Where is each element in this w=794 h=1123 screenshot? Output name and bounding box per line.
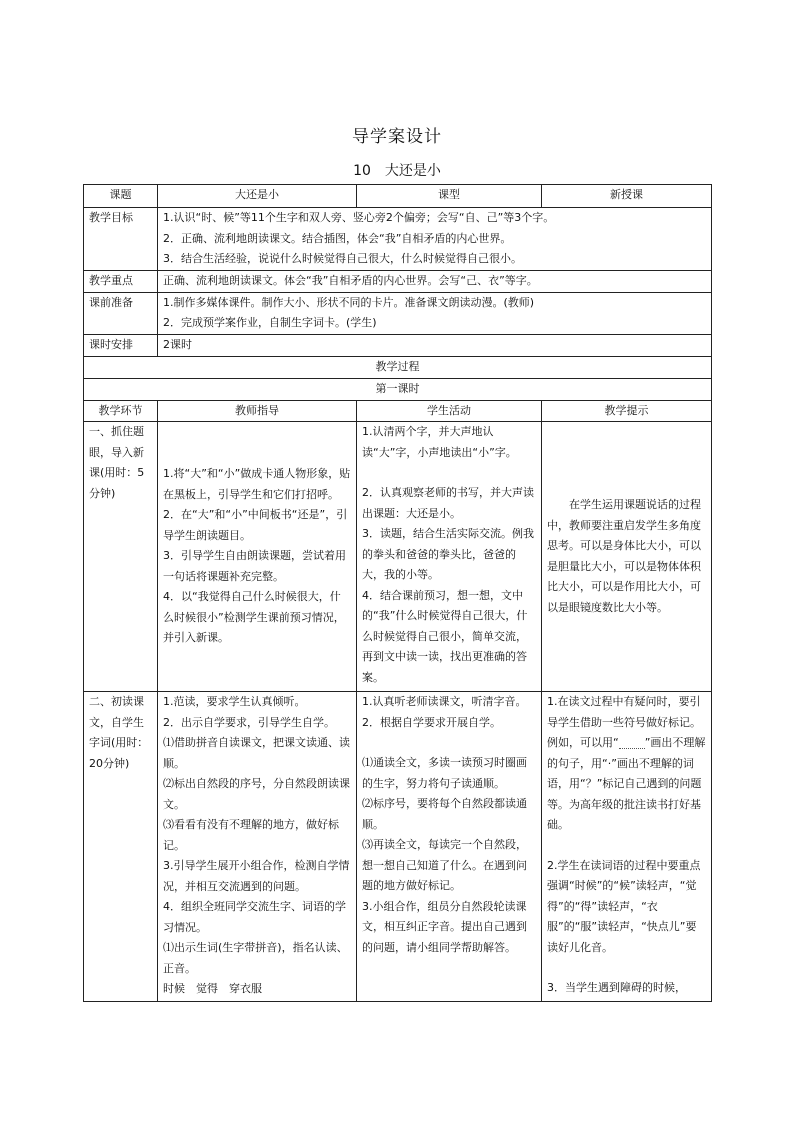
goal-item: 2．正确、流利地朗读课文。结合插图，体会“我”自相矛盾的内心世界。: [163, 231, 512, 245]
info-row-prep: [84, 292, 712, 334]
lesson-heading: [0, 160, 794, 180]
teacher-step: 2．在“大”和“小”中间板书“还是”，引导学生朗读题目。: [163, 508, 348, 542]
prep-cell: [158, 292, 712, 334]
info-row-keti: [84, 185, 712, 208]
prep-label: 课前准备: [84, 292, 158, 334]
stage-cell: 一、抓住题眼，导入新课(用时：5分钟): [84, 422, 158, 692]
student-step: 3.小组合作，组员分自然段轮读课文，相互纠正字音。提出自己遇到的问题，请小组同学帮助解答。: [362, 899, 527, 954]
doc-title: 导学案设计: [352, 127, 442, 147]
wavy-underline-icon: [619, 738, 645, 749]
teacher-step: 4．以“我觉得自己什么时候很大，什么时候很小”检测学生课前预习情况，并引入新课。: [163, 590, 345, 645]
col-student-header: 学生活动: [357, 400, 542, 422]
teacher-step: ⑴出示生词(生字带拼音)，指名认读、正音。: [163, 941, 348, 975]
prep-item: 2．完成预学案作业，自制生字词卡。(学生): [163, 316, 377, 329]
focus-label: 教学重点: [84, 270, 158, 292]
teacher-cell: [158, 692, 357, 1002]
lesson-number: 10: [353, 163, 371, 179]
schedule-label: 课时安排: [84, 334, 158, 356]
column-header-row: [84, 400, 712, 422]
stage-row-1: [84, 422, 712, 692]
goal-item: 3．结合生活经验，说说什么时候觉得自己很大，什么时候觉得自己很小。: [163, 252, 522, 265]
tip-text: [547, 692, 706, 836]
teacher-cell: [158, 422, 357, 692]
tips-cell: [542, 692, 712, 1002]
student-step: 2．根据自学要求开展自学。: [362, 715, 501, 729]
prep-item: 1.制作多媒体课件。制作大小、形状不同的卡片。准备课文朗读动漫。(教师): [163, 295, 535, 309]
col-teacher-header: 教师指导: [158, 400, 357, 422]
goals-cell: [158, 208, 712, 271]
kexing-value: 新授课: [542, 185, 712, 208]
student-step: ⑵标序号，要将每个自然段都读通顺。: [362, 797, 527, 831]
student-step: 4．结合课前预习，想一想，文中的“我”什么时候觉得自己很大，什么时候觉得自己很小，简单交流，再到文中读一读，找出更准确的答案。: [362, 588, 528, 684]
keti-label: 课题: [84, 185, 158, 208]
teacher-step: 时候 觉得 穿衣服: [163, 982, 262, 995]
teacher-step: 1.范读，要求学生认真倾听。: [163, 695, 306, 708]
student-step: ⑴通读全文，多读一读预习时圈画的生字，努力将句子读通顺。: [362, 756, 527, 790]
student-cell: [357, 422, 542, 692]
goal-item: 1.认识“时、候”等11个生字和双人旁、竖心旁2个偏旁；会写“自、己”等3个字。: [163, 211, 555, 224]
focus-value: 正确、流利地朗读课文。体会“我”自相矛盾的内心世界。会写“己、衣”等字。: [158, 270, 712, 292]
info-row-schedule: [84, 334, 712, 356]
teacher-step: 3．引导学生自由朗读课题，尝试着用一句话将课题补充完整。: [163, 549, 346, 583]
tip-text: 3．当学生遇到障碍的时候，: [547, 981, 686, 994]
info-row-goals: [84, 208, 712, 271]
keti-value: 大还是小: [158, 185, 357, 208]
tips-cell: [542, 422, 712, 692]
lesson-plan-table: [83, 184, 712, 1002]
student-step: 3．读题，结合生活实际交流。例我的拳头和爸爸的拳头比，爸爸的大，我的小等。: [362, 527, 534, 581]
tip-fragment: 1.在读文过程中有疑问时，要引导学生借助一些符号做好标记。例如，可以用“: [547, 695, 701, 749]
teacher-step: ⑵标出自然段的序号，分自然段朗读课文。: [163, 777, 350, 811]
stage-row-2: [84, 692, 712, 1002]
teacher-step: ⑴借助拼音自读课文，把课文读通、读顺。: [163, 736, 350, 770]
teacher-step: 1.将“大”和“小”做成卡通人物形象，贴在黑板上，引导学生和它们打招呼。: [163, 467, 351, 501]
student-step: ⑶再读全文，每读完一个自然段，想一想自己知道了什么。在遇到问题的地方做好标记。: [362, 838, 527, 892]
kexing-label: 课型: [357, 185, 542, 208]
student-step: 1.认真听老师读课文，听清字音。: [362, 695, 527, 708]
lesson-title: 大还是小: [384, 163, 441, 179]
teacher-step: 4．组织全班同学交流生字、词语的学习情况。: [163, 900, 346, 934]
period-row: [84, 378, 712, 400]
teacher-step: ⑶看看有没有不理解的地方，做好标记。: [163, 818, 339, 852]
tip-fragment: ”画出不理解的句子，用“·”画出不理解的词语，用“？”标记自己遇到的问题等。为高年级的批注读书打好基础。: [547, 736, 706, 831]
student-cell: [357, 692, 542, 1002]
goals-label: 教学目标: [84, 208, 158, 271]
col-tips-header: 教学提示: [542, 400, 712, 422]
period-title: 第一课时: [84, 378, 712, 400]
student-step: 2．认真观察老师的书写，并大声读出课题：大还是小。: [362, 486, 534, 520]
tip-text: 在学生运用课题说话的过程中，教师要注重启发学生多角度思考。可以是身体比大小，可以是胆量比大小，可以是物体体积比大小，可以是作用比大小，可以是眼镜度数比大小等。: [547, 498, 701, 614]
process-title-row: [84, 356, 712, 378]
process-title: 教学过程: [84, 356, 712, 378]
tip-text: 2.学生在读词语的过程中要重点强调“时候”的“候”读轻声，“觉得”的“得”读轻声，“衣服”的“服”读轻声，“快点儿”要读好儿化音。: [547, 858, 701, 954]
teacher-step: 3.引导学生展开小组合作，检测自学情况，并相互交流遇到的问题。: [163, 859, 350, 893]
stage-cell: 二、初读课文，自学生字词(用时：20分钟): [84, 692, 158, 1002]
schedule-value: 2课时: [158, 334, 712, 356]
col-stage-header: 教学环节: [84, 400, 158, 422]
teacher-step: 2．出示自学要求，引导学生自学。: [163, 715, 335, 729]
info-row-focus: [84, 270, 712, 292]
student-step: 1.认清两个字，并大声地认读“大”字，小声地读出“小”字。: [362, 425, 517, 459]
